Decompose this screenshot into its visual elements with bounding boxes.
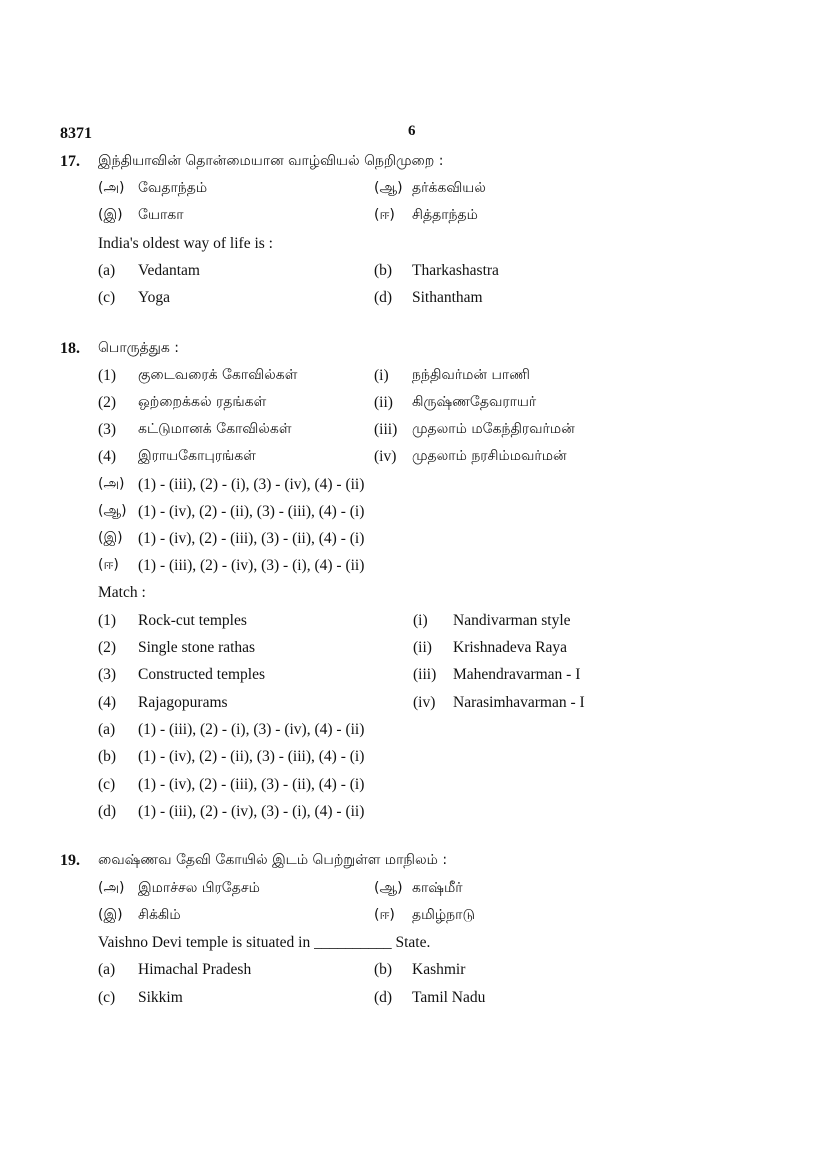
option-label: (ஆ) — [374, 880, 403, 896]
option-label: (ஆ) — [98, 503, 127, 519]
match-right-text: Krishnadeva Raya — [453, 639, 568, 656]
match-left-text: ஒற்றைக்கல் ரதங்கள் — [138, 394, 267, 410]
option-label: (d) — [98, 803, 117, 820]
option-label: (d) — [374, 289, 393, 306]
match-right-label: (iv) — [413, 694, 436, 711]
option-text: வேதாந்தம் — [138, 180, 208, 196]
option-text: Yoga — [138, 289, 171, 306]
question-stem-tamil: பொருத்துக : — [98, 340, 179, 356]
match-left-label: (2) — [98, 394, 117, 411]
option-text: தர்க்கவியல் — [412, 180, 486, 196]
option-text: (1) - (iv), (2) - (ii), (3) - (iii), (4) - (i) — [138, 748, 365, 765]
option-label: (b) — [374, 961, 393, 978]
option-text: Kashmir — [412, 961, 466, 978]
match-right-text: முதலாம் மகேந்திரவர்மன் — [412, 421, 575, 437]
option-text: Tharkashastra — [412, 262, 499, 279]
match-right-text: Narasimhavarman - I — [453, 694, 585, 711]
option-label: (இ) — [98, 907, 123, 923]
option-label: (c) — [98, 289, 116, 306]
option-text: காஷ்மீர் — [412, 880, 463, 896]
option-text: இமாச்சல பிரதேசம் — [138, 880, 260, 896]
option-label: (அ) — [98, 476, 125, 492]
page-number: 6 — [408, 123, 416, 139]
option-label: (ஆ) — [374, 180, 403, 196]
match-left-text: குடைவரைக் கோவில்கள் — [138, 367, 298, 383]
match-left-label: (3) — [98, 421, 117, 438]
match-left-label: (4) — [98, 694, 117, 711]
option-label: (ஈ) — [374, 207, 395, 223]
match-right-label: (ii) — [413, 639, 432, 656]
match-right-text: கிருஷ்ணதேவராயர் — [412, 394, 537, 410]
option-text: Sithantham — [412, 289, 483, 306]
match-left-label: (3) — [98, 666, 117, 683]
match-left-text: Single stone rathas — [138, 639, 256, 656]
match-left-label: (4) — [98, 448, 117, 465]
match-left-label: (1) — [98, 367, 117, 384]
question-stem-tamil: இந்தியாவின் தொன்மையான வாழ்வியல் நெறிமுறை : — [98, 153, 444, 169]
option-label: (அ) — [98, 180, 125, 196]
option-text: (1) - (iii), (2) - (i), (3) - (iv), (4) - (ii) — [138, 476, 365, 493]
option-label: (இ) — [98, 530, 123, 546]
option-text: தமிழ்நாடு — [412, 907, 475, 923]
option-text: Sikkim — [138, 989, 183, 1006]
question-stem-english: Vaishno Devi temple is situated in __________ State. — [98, 934, 431, 951]
match-left-label: (1) — [98, 612, 117, 629]
option-text: (1) - (iii), (2) - (iv), (3) - (i), (4) - (ii) — [138, 557, 365, 574]
question-number: 18. — [60, 340, 80, 357]
option-text: Himachal Pradesh — [138, 961, 252, 978]
option-label: (a) — [98, 262, 116, 279]
match-right-label: (iv) — [374, 448, 397, 465]
match-right-label: (ii) — [374, 394, 393, 411]
match-right-text: Nandivarman style — [453, 612, 571, 629]
match-right-label: (iii) — [374, 421, 398, 438]
question-number: 19. — [60, 852, 80, 869]
option-label: (c) — [98, 776, 116, 793]
exam-code: 8371 — [60, 125, 92, 142]
option-text: சிக்கிம் — [138, 907, 181, 923]
match-right-label: (i) — [374, 367, 389, 384]
match-right-label: (i) — [413, 612, 428, 629]
match-left-text: Rock-cut temples — [138, 612, 247, 629]
option-label: (இ) — [98, 207, 123, 223]
option-text: (1) - (iii), (2) - (iv), (3) - (i), (4) - (ii) — [138, 803, 365, 820]
match-right-text: Mahendravarman - I — [453, 666, 581, 683]
option-text: (1) - (iv), (2) - (ii), (3) - (iii), (4) - (i) — [138, 503, 365, 520]
question-number: 17. — [60, 153, 80, 170]
question-stem-english: India's oldest way of life is : — [98, 235, 273, 252]
match-right-text: முதலாம் நரசிம்மவர்மன் — [412, 448, 567, 464]
option-label: (c) — [98, 989, 116, 1006]
match-left-text: இராயகோபுரங்கள் — [138, 448, 256, 464]
option-label: (ஈ) — [98, 557, 119, 573]
match-right-label: (iii) — [413, 666, 437, 683]
option-label: (b) — [374, 262, 393, 279]
option-label: (a) — [98, 721, 116, 738]
option-text: (1) - (iv), (2) - (iii), (3) - (ii), (4) - (i) — [138, 530, 365, 547]
option-text: யோகா — [138, 207, 184, 223]
option-label: (d) — [374, 989, 393, 1006]
option-text: (1) - (iv), (2) - (iii), (3) - (ii), (4) - (i) — [138, 776, 365, 793]
option-text: (1) - (iii), (2) - (i), (3) - (iv), (4) - (ii) — [138, 721, 365, 738]
question-stem-english: Match : — [98, 584, 146, 601]
option-text: Vedantam — [138, 262, 200, 279]
option-label: (ஈ) — [374, 907, 395, 923]
match-left-text: Constructed temples — [138, 666, 265, 683]
match-left-text: கட்டுமானக் கோவில்கள் — [138, 421, 292, 437]
match-left-label: (2) — [98, 639, 117, 656]
option-text: சித்தாந்தம் — [412, 207, 478, 223]
option-text: Tamil Nadu — [412, 989, 486, 1006]
question-stem-tamil: வைஷ்ணவ தேவி கோயில் இடம் பெற்றுள்ள மாநிலம் : — [98, 852, 448, 868]
option-label: (அ) — [98, 880, 125, 896]
match-left-text: Rajagopurams — [138, 694, 228, 711]
option-label: (a) — [98, 961, 116, 978]
match-right-text: நந்திவர்மன் பாணி — [412, 367, 530, 383]
option-label: (b) — [98, 748, 117, 765]
